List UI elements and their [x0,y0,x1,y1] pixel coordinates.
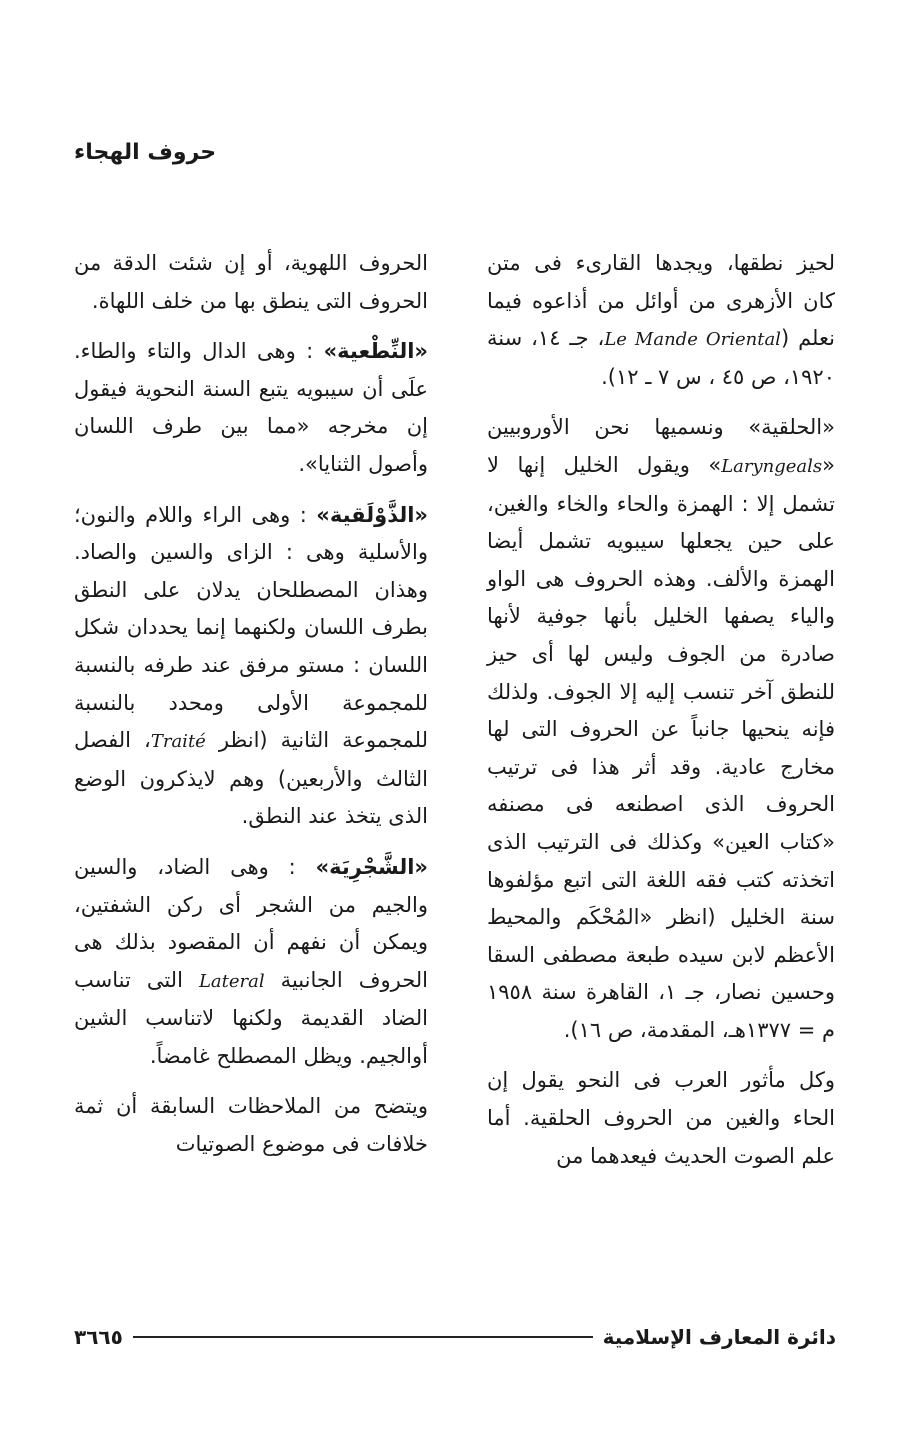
journal-title: دائرة المعارف الإسلامية [602,1325,836,1349]
term-heading: «النِّطْعية» [323,339,428,364]
paragraph: الحروف اللهوية، أو إن شئت الدقة من الحروف التى ينطق بها من خلف اللهاة. [74,251,428,313]
term-heading: «الذَّوْلَقية» [316,502,428,527]
paragraph: ويتضح من الملاحظات السابقة أن ثمة خلافات فى موضوع الصوتيات [74,1094,428,1157]
term-heading: «الشَّجْرِيَة» [315,854,428,879]
latin-term: Lateral [198,970,265,992]
text-run: » ويقول الخليل إنها لا تشمل إلا : الهمزة والحاء والخاء والغين، على حين يجعلها سيبويه تشمل أيضا الهمزة والألف. وهذه الحروف هى الواو والياء يصفها الخليل بأنها جوفية لأنها صادرة من الجوف وليس لها أى حيز للنطق آخر تنسب إليه إلا الجوف. ولذلك فإنه ينحيها جانباً عن الحروف التى لها مخارج عادية. وقد أثر هذا فى ترتيب الحروف الذى اصطنعه فى مصنفه «كتاب العين» وكذلك فى الترتيب الذى اتخذته كتب فقه اللغة التى اتبع مؤلفوها سنة الخليل (انظر «المُحْكَم والمحيط الأعظم لابن سيده طبعة مصطفى السقا وحسين نصار، جـ ١، القاهرة سنة ١٩٥٨ م = ١٣٧٧هـ، المقدمة، ص ١٦). [487,452,835,1042]
latin-term: Le Mande Oriental [604,329,781,351]
text-run: لحيز نطقها، ويجدها القارىء فى متن كان الأزهرى من أوائل من أذاعوه فيما نعلم ( [487,251,835,351]
footer-rule [133,1336,593,1338]
text-run: التى تناسب الضاد القديمة ولكنها لاتناسب الشين أوالجيم. ويظل المصطلح غامضاً. [74,967,428,1068]
text-run: «الحلقية» ونسميها نحن الأوروبيين « [487,415,835,477]
running-header: حروف الهجاء [74,140,217,165]
right-column [487,245,835,1188]
paragraph [487,409,835,1049]
text-run: ، جـ ١٤، سنة ١٩٢٠، ص ٤٥ ، س ٧ ـ ١٢). [487,326,835,389]
text-run: : وهى الراء واللام والنون؛ والأسلية وهى : الزاى والسين والصاد. وهذان المصطلحان يدلان على النطق بطرف اللسان ولكنهما إنما يحددان شكل اللسان : مستو مرفق عند طرفه بالنسبة للمجموعة الأولى ومحدد بالنسبة للمجموعة الثانية (انظر [74,502,428,753]
text-run: : وهى الضاد، والسين والجيم من الشجر أى ركن الشفتين، ويمكن أن نفهم أن المقصود بذلك هى الحروف الجانبية [74,854,428,992]
paragraph [74,333,428,483]
latin-term: Laryngeals [721,455,823,477]
paragraph [74,497,428,836]
latin-term: Traité [150,731,206,753]
text-run: : وهى الدال والتاء والطاء. علَى أن سيبويه يتبع السنة النحوية فيقول إن مخرجه «مما بين طرف اللسان وأصول الثنايا». [74,339,428,476]
left-column [74,245,428,1177]
page-number: ٣٦٦٥ [74,1325,123,1349]
paragraph [487,245,835,396]
page-footer [74,1322,836,1352]
text-run: ، الفصل الثالث والأربعين) وهم لايذكرون الوضع الذى يتخذ عند النطق. [74,728,428,829]
paragraph [74,849,428,1076]
paragraph: وكل مأثور العرب فى النحو يقول إن الحاء والغين من الحروف الحلقية. أما علم الصوت الحديث فيعدهما من [487,1068,835,1168]
